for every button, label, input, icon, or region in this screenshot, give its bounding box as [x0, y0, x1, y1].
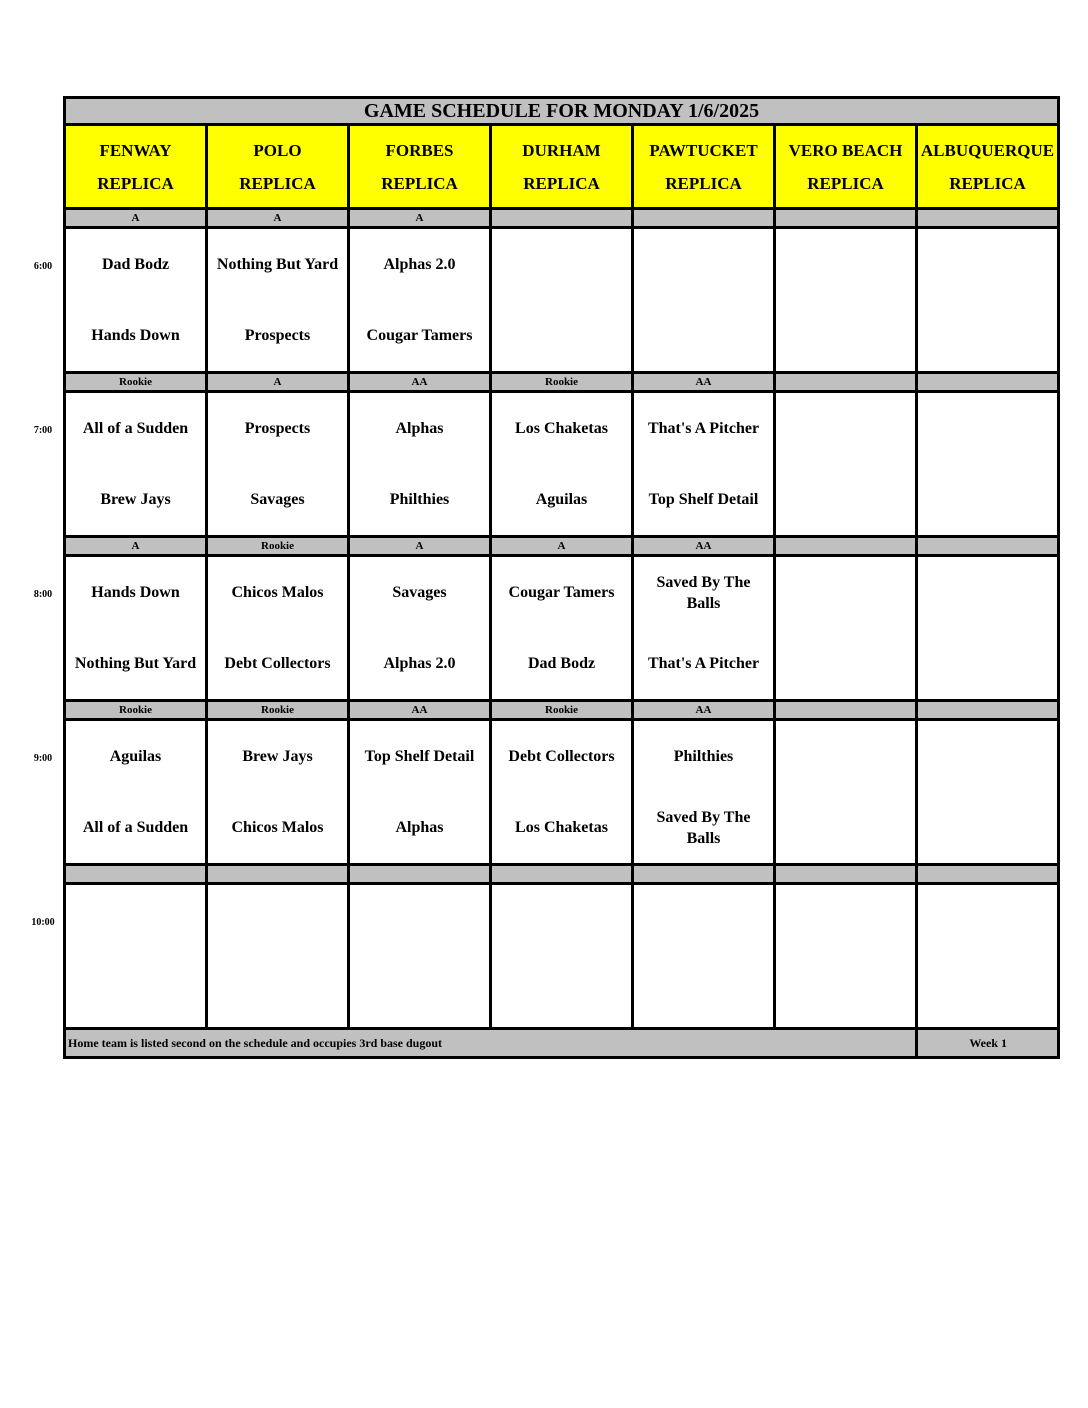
game-cell	[917, 228, 1059, 373]
game-cell	[65, 556, 207, 701]
home-team	[918, 792, 1057, 863]
game-row	[65, 228, 1059, 373]
game-cell	[349, 720, 491, 865]
home-team	[918, 464, 1057, 535]
home-team	[776, 956, 915, 1027]
away-team	[634, 229, 773, 300]
game-cell	[491, 884, 633, 1029]
away-team: Saved By The Balls	[656, 573, 751, 612]
division-cell	[207, 865, 349, 884]
game-cell	[207, 228, 349, 373]
home-team: Cougar Tamers	[366, 327, 473, 344]
park-name: DURHAM	[522, 140, 601, 160]
away-team: Philthies	[673, 748, 734, 765]
home-team	[776, 792, 915, 863]
away-team: Savages	[392, 584, 447, 601]
home-team	[918, 300, 1057, 371]
division-cell	[633, 865, 775, 884]
division-cell: Rookie	[65, 373, 207, 392]
game-cell	[633, 884, 775, 1029]
home-team	[350, 956, 489, 1027]
away-team: Nothing But Yard	[216, 256, 339, 273]
home-team: Debt Collectors	[224, 655, 331, 672]
home-team	[918, 956, 1057, 1027]
title-row	[65, 98, 1059, 125]
park-name: PAWTUCKET	[649, 140, 758, 160]
park-header-3	[491, 125, 633, 209]
away-team	[350, 885, 489, 956]
home-team: That's A Pitcher	[647, 655, 760, 672]
game-row	[65, 720, 1059, 865]
home-team	[208, 956, 347, 1027]
division-cell: Rookie	[491, 701, 633, 720]
away-team	[918, 229, 1057, 300]
game-cell	[491, 556, 633, 701]
home-team	[492, 956, 631, 1027]
division-cell	[775, 865, 917, 884]
away-team	[776, 393, 915, 464]
away-team: That's A Pitcher	[647, 420, 760, 437]
park-subtitle: REPLICA	[97, 173, 174, 193]
game-cell	[775, 392, 917, 537]
game-cell	[491, 228, 633, 373]
away-team	[776, 885, 915, 956]
game-cell	[775, 228, 917, 373]
home-team	[66, 956, 205, 1027]
park-header-2	[349, 125, 491, 209]
park-header-row	[65, 125, 1059, 209]
away-team	[66, 885, 205, 956]
home-team: Top Shelf Detail	[648, 491, 759, 508]
home-team	[492, 300, 631, 371]
game-cell	[207, 720, 349, 865]
park-subtitle: REPLICA	[239, 173, 316, 193]
park-subtitle: REPLICA	[381, 173, 458, 193]
division-cell	[917, 865, 1059, 884]
week-label: Week 1	[917, 1029, 1059, 1058]
footer-note: Home team is listed second on the schedule and occupies 3rd base dugout	[65, 1029, 917, 1058]
game-cell	[917, 556, 1059, 701]
home-team: Philthies	[389, 491, 450, 508]
park-subtitle: REPLICA	[807, 173, 884, 193]
division-cell: A	[207, 209, 349, 228]
game-cell	[775, 720, 917, 865]
away-team: Los Chaketas	[515, 420, 608, 437]
division-cell: A	[65, 209, 207, 228]
away-team: Top Shelf Detail	[364, 748, 475, 765]
away-team: Alphas	[395, 420, 444, 437]
division-cell	[633, 209, 775, 228]
game-cell	[349, 556, 491, 701]
park-header-1	[207, 125, 349, 209]
home-team	[918, 628, 1057, 699]
park-header-0	[65, 125, 207, 209]
game-cell	[65, 720, 207, 865]
home-team: Aguilas	[535, 491, 588, 508]
game-cell	[65, 392, 207, 537]
park-header-4	[633, 125, 775, 209]
division-cell: A	[65, 537, 207, 556]
division-cell: Rookie	[207, 537, 349, 556]
division-row	[65, 373, 1059, 392]
game-cell	[349, 228, 491, 373]
home-team: Alphas 2.0	[383, 655, 456, 672]
division-cell	[917, 209, 1059, 228]
time-label: 8:00	[33, 589, 53, 600]
home-team: Alphas	[395, 819, 444, 836]
division-cell	[65, 865, 207, 884]
division-row	[65, 537, 1059, 556]
time-label: 9:00	[33, 753, 53, 764]
away-team	[634, 885, 773, 956]
home-team: Saved By The Balls	[656, 808, 751, 847]
game-cell	[207, 556, 349, 701]
division-cell: AA	[633, 701, 775, 720]
division-cell	[491, 865, 633, 884]
home-team	[776, 464, 915, 535]
away-team: Brew Jays	[242, 748, 313, 765]
away-team	[776, 229, 915, 300]
away-team	[918, 721, 1057, 792]
home-team	[634, 956, 773, 1027]
division-cell: Rookie	[65, 701, 207, 720]
away-team: Cougar Tamers	[508, 584, 615, 601]
away-team: Chicos Malos	[231, 584, 324, 601]
away-team: Alphas 2.0	[383, 256, 456, 273]
game-cell	[491, 720, 633, 865]
home-team: Chicos Malos	[231, 819, 324, 836]
division-cell: A	[207, 373, 349, 392]
division-cell	[775, 537, 917, 556]
game-row	[65, 884, 1059, 1029]
home-team: Brew Jays	[100, 491, 171, 508]
away-team: Dad Bodz	[101, 256, 170, 273]
division-cell: A	[491, 537, 633, 556]
game-cell	[349, 392, 491, 537]
park-header-6	[917, 125, 1059, 209]
division-cell: Rookie	[207, 701, 349, 720]
home-team: Dad Bodz	[527, 655, 596, 672]
game-cell	[917, 884, 1059, 1029]
game-cell	[633, 720, 775, 865]
division-row	[65, 209, 1059, 228]
division-cell	[491, 209, 633, 228]
division-cell: AA	[633, 537, 775, 556]
schedule-table	[63, 96, 1060, 1059]
division-cell: A	[349, 209, 491, 228]
away-team	[492, 885, 631, 956]
game-cell	[491, 392, 633, 537]
footer-row	[65, 1029, 1059, 1058]
park-name: POLO	[253, 140, 302, 160]
game-cell	[207, 392, 349, 537]
away-team	[492, 229, 631, 300]
division-cell: Rookie	[491, 373, 633, 392]
park-name: FORBES	[385, 140, 454, 160]
home-team: Savages	[250, 491, 305, 508]
home-team: Hands Down	[91, 327, 180, 344]
home-team: All of a Sudden	[82, 819, 189, 836]
away-team	[776, 721, 915, 792]
park-header-5	[775, 125, 917, 209]
division-cell	[917, 537, 1059, 556]
division-cell: A	[349, 537, 491, 556]
away-team	[918, 885, 1057, 956]
home-team: Los Chaketas	[515, 819, 608, 836]
game-cell	[775, 884, 917, 1029]
division-cell	[775, 209, 917, 228]
time-label: 6:00	[33, 261, 53, 272]
away-team: Debt Collectors	[508, 748, 615, 765]
park-name: ALBUQUERQUE	[920, 140, 1055, 160]
park-name: VERO BEACH	[788, 140, 903, 160]
game-cell	[633, 392, 775, 537]
game-cell	[65, 228, 207, 373]
game-cell	[633, 556, 775, 701]
game-row	[65, 556, 1059, 701]
park-subtitle: REPLICA	[665, 173, 742, 193]
game-row	[65, 392, 1059, 537]
away-team	[918, 557, 1057, 628]
game-cell	[775, 556, 917, 701]
away-team	[776, 557, 915, 628]
away-team: All of a Sudden	[82, 420, 189, 437]
away-team: Prospects	[244, 420, 311, 437]
home-team	[776, 300, 915, 371]
division-cell	[775, 373, 917, 392]
home-team	[776, 628, 915, 699]
division-cell: AA	[633, 373, 775, 392]
division-cell	[917, 373, 1059, 392]
division-cell: AA	[349, 701, 491, 720]
game-cell	[349, 884, 491, 1029]
schedule-title: GAME SCHEDULE FOR MONDAY 1/6/2025	[65, 98, 1059, 125]
away-team: Hands Down	[91, 584, 180, 601]
home-team: Nothing But Yard	[74, 655, 197, 672]
home-team	[634, 300, 773, 371]
home-team: Prospects	[244, 327, 311, 344]
park-name: FENWAY	[99, 140, 172, 160]
time-label: 7:00	[33, 425, 53, 436]
game-cell	[633, 228, 775, 373]
game-cell	[917, 720, 1059, 865]
park-subtitle: REPLICA	[949, 173, 1026, 193]
division-cell	[775, 701, 917, 720]
division-cell: AA	[349, 373, 491, 392]
away-team	[208, 885, 347, 956]
schedule-sheet	[63, 96, 1060, 1080]
away-team	[918, 393, 1057, 464]
park-subtitle: REPLICA	[523, 173, 600, 193]
game-cell	[207, 884, 349, 1029]
division-row	[65, 701, 1059, 720]
time-label: 10:00	[31, 917, 55, 928]
game-cell	[65, 884, 207, 1029]
game-cell	[917, 392, 1059, 537]
away-team: Aguilas	[109, 748, 162, 765]
division-cell	[349, 865, 491, 884]
division-row	[65, 865, 1059, 884]
division-cell	[917, 701, 1059, 720]
